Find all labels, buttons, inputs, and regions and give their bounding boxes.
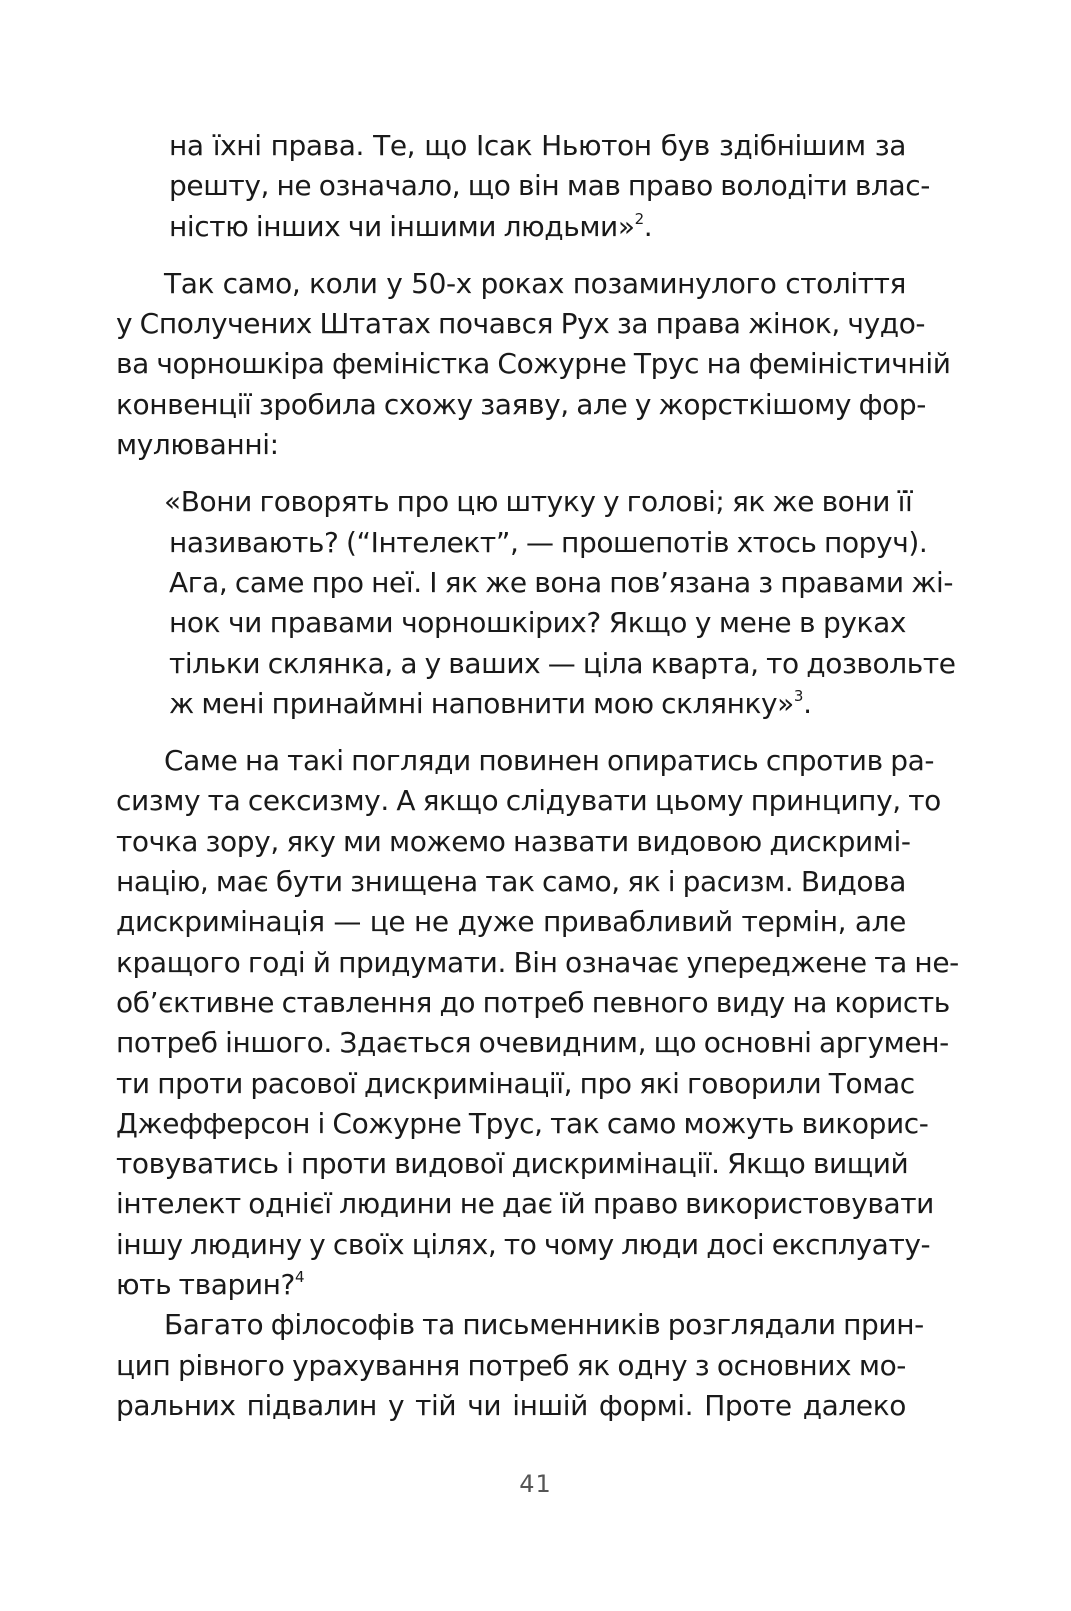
text-line: ральних підвалин у тій чи іншій формі. Проте далеко: [116, 1388, 906, 1422]
text-line: решту, не означало, що він мав право володіти влас-: [169, 169, 930, 203]
text-line: націю, має бути знищена так само, як і расизм. Видова: [116, 865, 906, 899]
page-number: 41: [519, 1470, 552, 1498]
text-line: ти проти расової дискримінації, про які говорили Томас: [116, 1066, 915, 1100]
footnote-ref-3: 3: [793, 686, 804, 705]
text-line: тільки склянка, а у ваших — ціла кварта, то дозвольте: [169, 646, 956, 680]
text-line: іншу людину у своїх цілях, то чому люди досі експлуату-: [116, 1227, 931, 1261]
paragraph: [116, 264, 951, 465]
block-quote: [116, 482, 956, 724]
text-line: сизму та сексизму. А якщо слідувати цьому принципу, то: [116, 784, 941, 818]
page-body: [116, 126, 959, 1426]
paragraph-quote-continuation: [116, 126, 930, 247]
text-line: Саме на такі погляди повинен опиратись спротив ра-: [164, 744, 935, 778]
text-line: ва чорношкіра феміністка Сожурне Трус на феміністичній: [116, 347, 951, 381]
text-line: «Вони говорять про цю штуку у голові; як же вони її: [164, 485, 913, 519]
footnote-ref-2: 2: [634, 209, 644, 228]
text-line: [169, 207, 906, 247]
text-line: Так само, коли у 50-х роках позаминулого століття: [164, 266, 906, 300]
text-line: нок чи правами чорношкірих? Якщо у мене в руках: [169, 606, 906, 640]
text-line: мулюванні:: [116, 428, 279, 462]
text-line: Ага, саме про неї. І як же вона пов’язана з правами жі-: [169, 565, 954, 599]
punctuation: .: [803, 686, 812, 720]
text-line: конвенції зробила схожу заяву, але у жорсткішому фор-: [116, 387, 926, 421]
text-line: кращого годі й придумати. Він означає упереджене та не-: [116, 945, 959, 979]
text-line: Джефферсон і Сожурне Трус, так само можуть викорис-: [116, 1106, 929, 1140]
text-line: на їхні права. Те, що Ісак Ньютон був здібнішим за: [169, 129, 906, 162]
text-line: дискримінація — це не дуже привабливий термін, але: [116, 905, 906, 939]
punctuation: .: [643, 209, 653, 243]
text-line: товуватись і проти видової дискримінації. Якщо вищий: [116, 1147, 909, 1181]
text-line: Багато філософів та письменників розглядали прин-: [164, 1308, 924, 1342]
text-fragment: ж мені принаймні наповнити мою склянку»: [169, 686, 794, 720]
text-line: точка зору, яку ми можемо назвати видовою дискримі-: [116, 824, 911, 858]
text-fragment: ють тварин?: [116, 1268, 295, 1302]
paragraph: [116, 1305, 924, 1426]
text-line: об’єктивне ставлення до потреб певного виду на користь: [116, 985, 950, 1019]
text-line: [116, 684, 906, 724]
text-line: [116, 1265, 906, 1305]
text-line: називають? (“Інтелект”, — прошепотів хтось поруч).: [169, 525, 928, 559]
text-line: цип рівного урахування потреб як одну з основних мо-: [116, 1348, 906, 1382]
text-line: інтелект однієї людини не дає їй право використовувати: [116, 1187, 934, 1221]
text-fragment: ністю інших чи іншими людьми»: [169, 209, 635, 243]
text-line: потреб іншого. Здається очевидним, що основні аргумен-: [116, 1026, 949, 1060]
text-line: у Сполучених Штатах почався Рух за права жінок, чудо-: [116, 307, 926, 341]
paragraph: [116, 741, 959, 1305]
footnote-ref-4: 4: [295, 1268, 305, 1287]
